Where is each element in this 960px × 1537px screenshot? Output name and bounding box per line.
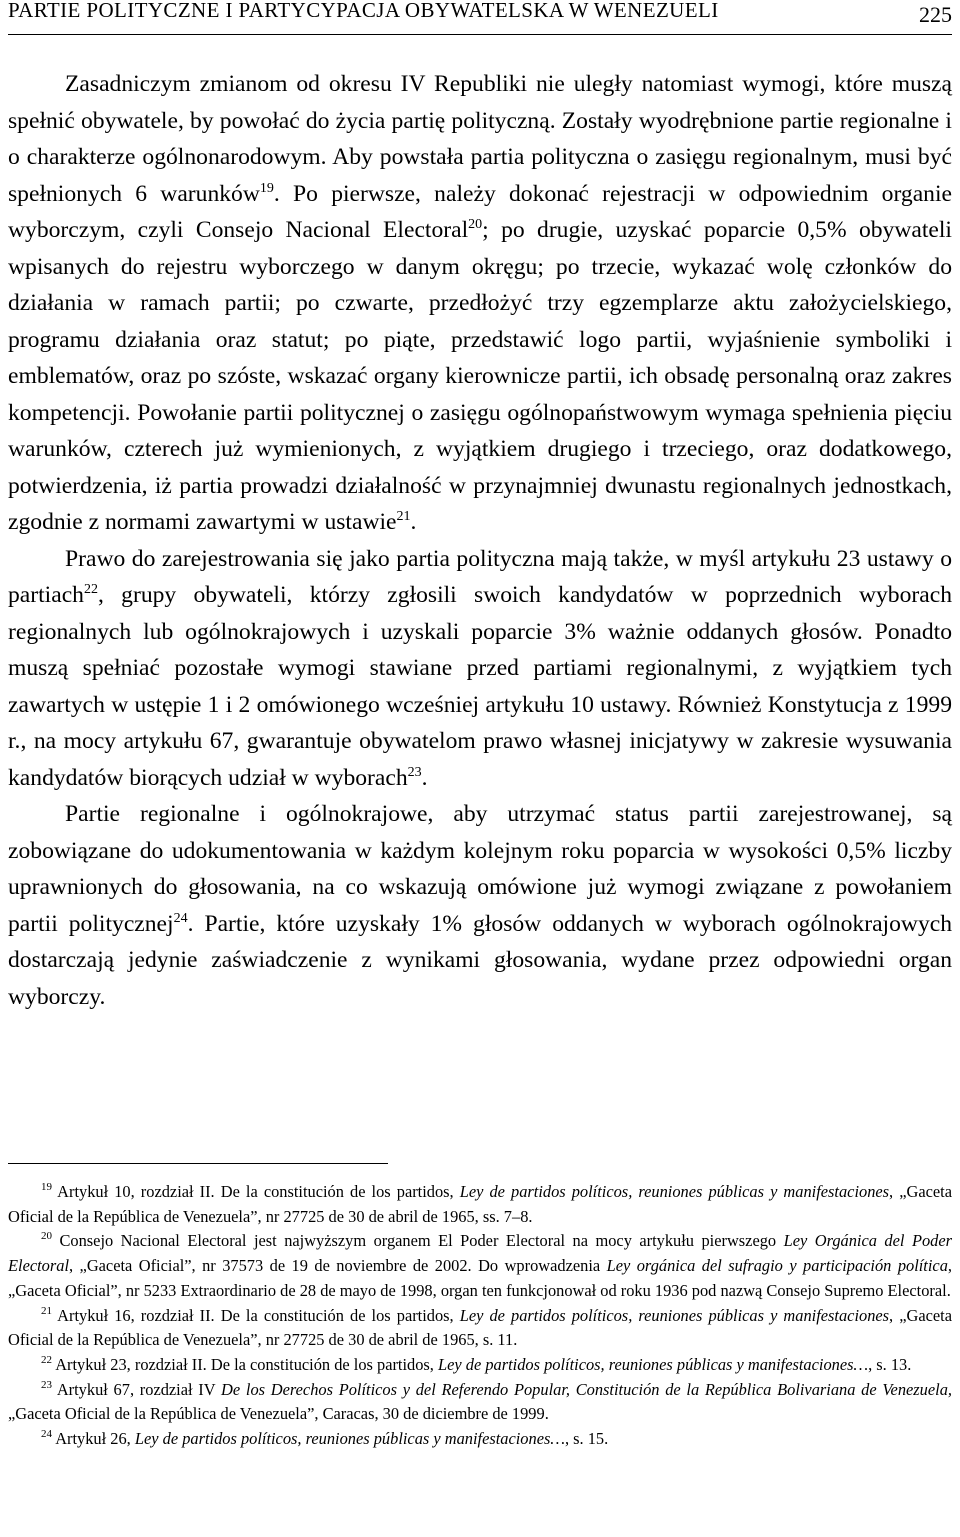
footnote-number: 20 (41, 1230, 52, 1243)
footnote-text: , s. 15. (564, 1429, 609, 1449)
paragraph-text: . Po pierwsze, należy dokonać rejestracji w odpowiednim organie wyborczym, czyli Consejo Nacional Electoral (8, 180, 952, 243)
paragraph-text: . (410, 509, 417, 535)
footnote-text: Artykuł 10, rozdział II. De la constitución de los partidos, (52, 1182, 460, 1201)
footnote-text: , „Gaceta Oficial”, nr 37573 de 19 de noviembre de 2002. Do wprowadzenia (69, 1256, 607, 1276)
footnote-separator (8, 1163, 388, 1164)
footnote-ref: 21 (396, 509, 411, 524)
footnote-title: De los Derechos Políticos y del Referendo Popular, Constitución de la República Bolivariana de Venezuela, (221, 1379, 952, 1399)
paragraph-text: Zasadniczym zmianom od okresu IV Republiki nie uległy natomiast wymogi, które muszą spełnić obywatele, by powołać do życia partię polityczną. Zostały wyodrębnione partie regionalne i o charakterze ogólnonarodowym. Aby powstała partia polityczna o zasięgu regionalnym, musi być spełnionych 6 warunków (8, 71, 952, 207)
footnote-text: , „Gaceta Oficial de la República de Venezuela”, nr 27725 de 30 de abril de 1965, s. 11. (8, 1305, 952, 1350)
footnote-ref: 23 (407, 764, 422, 780)
running-header (8, 0, 952, 35)
footnote-number: 21 (41, 1304, 52, 1317)
footnote-title: Ley de partidos políticos, reuniones públicas y manifestaciones… (438, 1354, 869, 1374)
footnote (8, 1378, 952, 1427)
main-text (8, 66, 952, 1015)
footnote-ref: 19 (259, 180, 274, 196)
page-number: 225 (919, 2, 952, 27)
footnote-text: , „Gaceta Oficial”, nr 5233 Extraordinario de 28 de mayo de 1998, organ ten funkcjonował od roku 1936 pod nazwą Consejo Supremo Electoral. (8, 1256, 952, 1300)
footnote-text: Consejo Nacional Electoral jest najwyższym organem El Poder Electoral na mocy artykułu pierwszego (52, 1231, 784, 1251)
footnote-text: Artykuł 67, rozdział IV (52, 1379, 222, 1399)
footnote-text: , „Gaceta Oficial de la República de Venezuela”, nr 27725 de 30 de abril de 1965, ss. 7–8. (8, 1182, 952, 1226)
footnote-text: Artykuł 23, rozdział II. De la constitución de los partidos, (52, 1354, 439, 1374)
footnote-ref: 20 (468, 217, 483, 232)
paragraph-text: . Partie, które uzyskały 1% głosów oddanych w wyborach ogólnokrajowych dostarczają jedynie zaświadczenie z wynikami głosowania, wydane przez odpowiedni organ wyborczy. (8, 910, 953, 1010)
footnote-text: , s. 13. (868, 1354, 912, 1374)
footnote-number: 24 (41, 1428, 52, 1441)
footnote (8, 1229, 952, 1303)
footnote-text: Artykuł 26, (52, 1429, 135, 1449)
footnote-text: „Gaceta Oficial de la República de Venezuela”, Caracas, 30 de diciembre de 1999. (8, 1404, 549, 1424)
footnote (8, 1304, 952, 1353)
footnotes (8, 1180, 952, 1452)
paragraph (8, 66, 952, 541)
paragraph-text: Prawo do zarejestrowania się jako partia polityczna mają także, w myśl artykułu 23 ustawy o partiach (8, 545, 952, 608)
footnote (8, 1427, 952, 1452)
footnote-title: Ley Orgánica del Poder Electoral (8, 1231, 952, 1276)
footnote-number: 19 (41, 1181, 52, 1193)
footnote-number: 22 (41, 1353, 52, 1366)
paragraph (8, 541, 952, 797)
footnote-number: 23 (41, 1378, 52, 1391)
footnote-title: Ley de partidos políticos, reuniones públicas y manifestaciones (459, 1182, 890, 1201)
footnote (8, 1180, 952, 1229)
footnote-ref: 24 (173, 910, 188, 926)
footnote-title: Ley de partidos políticos, reuniones públicas y manifestaciones (459, 1305, 890, 1325)
running-title: PARTIE POLITYCZNE I PARTYCYPACJA OBYWATELSKA W WENEZUELI (8, 0, 719, 22)
footnote-text: Artykuł 16, rozdział II. De la constitución de los partidos, (52, 1305, 460, 1325)
paragraph-text: , grupy obywateli, którzy zgłosili swoich kandydatów w poprzednich wyborach regionalnych lub ogólnokrajowych i uzyskali poparcie 3% ważnie oddanych głosów. Ponadto muszą spełniać pozostałe wymogi stawiane przed partiami regionalnymi, z wyjątkiem tych zawartych w ustępie 1 i 2 omówionego wcześniej artykułu 10 ustawy. Również Konstytucja z 1999 r., na mocy artykułu 67, gwarantuje obywatelom prawo własnej inicjatywy w zakresie wysuwania kandydatów biorących udział w wyborach (8, 582, 952, 791)
paragraph-text: ; po drugie, uzyskać poparcie 0,5% obywateli wpisanych do rejestru wyborczego w danym okręgu; po trzecie, wykazać wolę członków do działania w ramach partii; po czwarte, przedłożyć trzy egzemplarze aktu założycielskiego, programu działania oraz statut; po piąte, przedstawić logo partii, wyjaśnienie symboliki i emblematów, oraz po szóste, wskazać organy kierownicze partii, ich obsadę personalną oraz zakres kompetencji. Powołanie partii politycznej o zasięgu ogólnopaństwowym wymaga spełnienia pięciu warunków, czterech już wymienionych, z wyjątkiem drugiego i trzeciego, oraz dodatkowego, potwierdzenia, iż partia prowadzi działalność w przynajmniej dwunastu regionalnych jednostkach, zgodnie z normami zawartymi w ustawie (8, 217, 952, 535)
paragraph-text: Partie regionalne i ogólnokrajowe, aby utrzymać status partii zarejestrowanej, są zobowiązane do udokumentowania w każdym kolejnym roku poparcia w wysokości 0,5% liczby uprawnionych do głosowania, na co wskazują omówione już wymogi związane z powołaniem partii politycznej (8, 801, 952, 937)
footnote (8, 1353, 952, 1378)
footnote-title: Ley orgánica del sufragio y participación política (606, 1256, 948, 1276)
footnote-ref: 22 (83, 582, 98, 597)
paragraph (8, 796, 952, 1015)
footnote-title: Ley de partidos políticos, reuniones públicas y manifestaciones… (134, 1429, 565, 1449)
paragraph-text: . (421, 764, 428, 791)
